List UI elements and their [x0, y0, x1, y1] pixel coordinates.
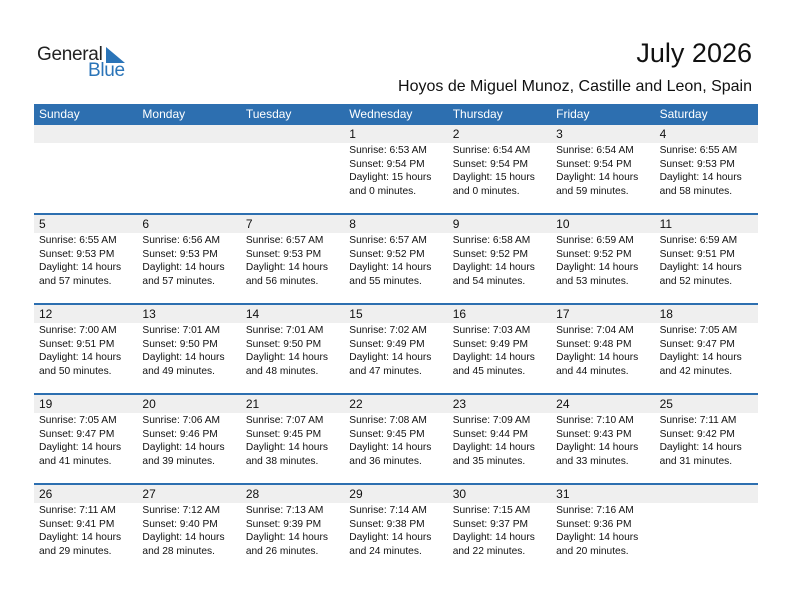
day-number: 13 — [142, 307, 156, 321]
day-cell — [34, 143, 137, 198]
day-cell — [137, 143, 240, 198]
info-row — [34, 143, 758, 198]
minutes-text: and 24 minutes. — [349, 545, 422, 557]
day-number: 11 — [659, 217, 673, 231]
location-subtitle: Hoyos de Miguel Munoz, Castille and Leon, Spain — [398, 78, 752, 95]
minutes-text: and 58 minutes. — [659, 185, 733, 197]
sunset-text: Sunset: 9:53 PM — [142, 248, 218, 260]
daylight-text: Daylight: 14 hours — [659, 442, 742, 454]
day-cell — [241, 413, 344, 468]
daylight-text: Daylight: 14 hours — [39, 532, 122, 544]
day-number: 25 — [659, 397, 673, 411]
minutes-text: and 33 minutes. — [556, 455, 629, 467]
day-number: 15 — [349, 307, 363, 321]
day-cell — [655, 143, 758, 198]
sunset-text: Sunset: 9:53 PM — [39, 248, 115, 260]
info-row — [34, 233, 758, 288]
day-cell — [34, 233, 137, 288]
day-cell — [344, 413, 447, 468]
sunrise-text: Sunrise: 7:04 AM — [556, 325, 634, 336]
day-cell — [344, 143, 447, 198]
sunset-text: Sunset: 9:49 PM — [452, 338, 529, 350]
day-number: 18 — [659, 307, 673, 321]
minutes-text: and 52 minutes. — [659, 275, 733, 287]
sunset-text: Sunset: 9:45 PM — [245, 428, 322, 440]
day-number: 6 — [142, 217, 150, 231]
sunrise-text: Sunrise: 7:15 AM — [452, 505, 531, 516]
day-cell — [551, 503, 654, 558]
sunrise-text: Sunrise: 7:14 AM — [349, 505, 427, 516]
daylight-text: Daylight: 14 hours — [556, 442, 639, 454]
daylight-text: Daylight: 14 hours — [142, 442, 225, 454]
sunset-text: Sunset: 9:52 PM — [349, 248, 425, 260]
day-cell — [241, 233, 344, 288]
sunrise-text: Sunrise: 7:07 AM — [245, 415, 324, 426]
daylight-text: Daylight: 14 hours — [142, 352, 225, 364]
sunrise-text: Sunrise: 7:08 AM — [349, 415, 427, 426]
minutes-text: and 54 minutes. — [452, 275, 526, 287]
daylight-text: Daylight: 14 hours — [452, 352, 535, 364]
sunrise-text: Sunrise: 7:16 AM — [556, 505, 634, 516]
logo — [37, 44, 137, 80]
date-row — [34, 215, 758, 233]
day-cell — [344, 503, 447, 558]
minutes-text: and 38 minutes. — [245, 455, 319, 467]
minutes-text: and 26 minutes. — [245, 545, 319, 557]
sunrise-text: Sunrise: 7:11 AM — [659, 415, 737, 426]
day-number: 14 — [245, 307, 260, 321]
day-cell — [448, 143, 551, 198]
day-number: 30 — [452, 487, 467, 501]
day-number: 3 — [556, 127, 563, 141]
daylight-text: Daylight: 14 hours — [556, 172, 639, 184]
minutes-text: and 31 minutes. — [659, 455, 733, 467]
sunrise-text: Sunrise: 7:10 AM — [556, 415, 634, 426]
day-cell — [137, 413, 240, 468]
sunrise-text: Sunrise: 7:05 AM — [39, 415, 117, 426]
weekday-sunday: Sunday — [39, 107, 80, 121]
day-cell — [448, 323, 551, 378]
sunrise-text: Sunrise: 6:55 AM — [39, 235, 117, 246]
weekday-friday: Friday — [556, 107, 590, 121]
sunrise-text: Sunrise: 7:00 AM — [39, 325, 117, 336]
minutes-text: and 57 minutes. — [142, 275, 215, 287]
day-cell — [34, 503, 137, 558]
sunset-text: Sunset: 9:46 PM — [142, 428, 218, 440]
sunset-text: Sunset: 9:49 PM — [349, 338, 425, 350]
minutes-text: and 45 minutes. — [452, 365, 526, 377]
sunrise-text: Sunrise: 6:56 AM — [142, 235, 221, 246]
daylight-text: Daylight: 14 hours — [452, 532, 535, 544]
sunset-text: Sunset: 9:53 PM — [245, 248, 322, 260]
minutes-text: and 56 minutes. — [245, 275, 319, 287]
daylight-text: Daylight: 14 hours — [349, 442, 432, 454]
daylight-text: Daylight: 15 hours — [452, 172, 535, 184]
sunset-text: Sunset: 9:37 PM — [452, 518, 529, 530]
weekday-saturday: Saturday — [659, 107, 708, 121]
date-row — [34, 125, 758, 143]
sunset-text: Sunset: 9:52 PM — [452, 248, 529, 260]
day-number: 31 — [556, 487, 570, 501]
day-number: 22 — [349, 397, 363, 411]
info-row — [34, 323, 758, 378]
minutes-text: and 53 minutes. — [556, 275, 629, 287]
minutes-text: and 41 minutes. — [39, 455, 112, 467]
sunrise-text: Sunrise: 6:54 AM — [452, 145, 531, 156]
minutes-text: and 28 minutes. — [142, 545, 215, 557]
day-cell — [34, 413, 137, 468]
sunset-text: Sunset: 9:50 PM — [245, 338, 322, 350]
sunrise-text: Sunrise: 7:09 AM — [452, 415, 531, 426]
day-number: 26 — [39, 487, 53, 501]
day-number: 9 — [452, 217, 460, 231]
minutes-text: and 42 minutes. — [659, 365, 733, 377]
day-cell — [551, 323, 654, 378]
daylight-text: Daylight: 14 hours — [39, 442, 122, 454]
minutes-text: and 39 minutes. — [142, 455, 215, 467]
daylight-text: Daylight: 14 hours — [556, 262, 639, 274]
sunset-text: Sunset: 9:50 PM — [142, 338, 218, 350]
daylight-text: Daylight: 14 hours — [659, 262, 742, 274]
day-number: 28 — [245, 487, 260, 501]
day-number: 27 — [142, 487, 156, 501]
minutes-text: and 22 minutes. — [452, 545, 526, 557]
daylight-text: Daylight: 14 hours — [245, 532, 328, 544]
day-cell — [551, 413, 654, 468]
sunset-text: Sunset: 9:47 PM — [39, 428, 115, 440]
sunset-text: Sunset: 9:39 PM — [245, 518, 322, 530]
day-number: 16 — [452, 307, 467, 321]
daylight-text: Daylight: 14 hours — [659, 352, 742, 364]
sunrise-text: Sunrise: 7:03 AM — [452, 325, 531, 336]
minutes-text: and 47 minutes. — [349, 365, 422, 377]
minutes-text: and 0 minutes. — [452, 185, 520, 197]
minutes-text: and 48 minutes. — [245, 365, 319, 377]
week-row — [34, 483, 758, 573]
minutes-text: and 44 minutes. — [556, 365, 629, 377]
minutes-text: and 36 minutes. — [349, 455, 422, 467]
sunrise-text: Sunrise: 6:57 AM — [349, 235, 427, 246]
page-title: July 2026 — [636, 38, 752, 68]
daylight-text: Daylight: 14 hours — [245, 352, 328, 364]
day-number: 23 — [452, 397, 467, 411]
daylight-text: Daylight: 14 hours — [39, 262, 122, 274]
sunset-text: Sunset: 9:51 PM — [39, 338, 115, 350]
sunrise-text: Sunrise: 7:02 AM — [349, 325, 427, 336]
minutes-text: and 50 minutes. — [39, 365, 112, 377]
sunset-text: Sunset: 9:41 PM — [39, 518, 115, 530]
daylight-text: Daylight: 15 hours — [349, 172, 432, 184]
sunset-text: Sunset: 9:43 PM — [556, 428, 632, 440]
sunrise-text: Sunrise: 6:54 AM — [556, 145, 634, 156]
day-cell — [448, 233, 551, 288]
weekday-tuesday: Tuesday — [245, 107, 292, 121]
info-row — [34, 503, 758, 558]
daylight-text: Daylight: 14 hours — [142, 532, 225, 544]
day-number: 5 — [39, 217, 46, 231]
date-row — [34, 305, 758, 323]
minutes-text: and 0 minutes. — [349, 185, 417, 197]
day-cell — [655, 503, 758, 558]
minutes-text: and 35 minutes. — [452, 455, 526, 467]
daylight-text: Daylight: 14 hours — [349, 262, 432, 274]
sunset-text: Sunset: 9:48 PM — [556, 338, 632, 350]
weekday-monday: Monday — [142, 107, 186, 121]
sunrise-text: Sunrise: 6:58 AM — [452, 235, 531, 246]
day-cell — [655, 233, 758, 288]
sunrise-text: Sunrise: 7:06 AM — [142, 415, 221, 426]
sunrise-text: Sunrise: 6:59 AM — [659, 235, 738, 246]
week-row — [34, 125, 758, 213]
day-cell — [241, 503, 344, 558]
day-number: 29 — [349, 487, 363, 501]
day-number: 10 — [556, 217, 570, 231]
day-cell — [137, 233, 240, 288]
daylight-text: Daylight: 14 hours — [349, 352, 432, 364]
sunset-text: Sunset: 9:51 PM — [659, 248, 735, 260]
daylight-text: Daylight: 14 hours — [556, 532, 639, 544]
minutes-text: and 20 minutes. — [556, 545, 629, 557]
minutes-text: and 49 minutes. — [142, 365, 215, 377]
logo-word-blue: Blue — [88, 60, 125, 81]
daylight-text: Daylight: 14 hours — [556, 352, 639, 364]
date-row — [34, 395, 758, 413]
sunset-text: Sunset: 9:54 PM — [556, 158, 632, 170]
sunrise-text: Sunrise: 7:01 AM — [245, 325, 324, 336]
calendar-grid — [34, 104, 758, 573]
day-cell — [655, 323, 758, 378]
day-number: 4 — [659, 127, 667, 141]
day-cell — [655, 413, 758, 468]
sunrise-text: Sunrise: 7:01 AM — [142, 325, 221, 336]
minutes-text: and 59 minutes. — [556, 185, 629, 197]
sunset-text: Sunset: 9:36 PM — [556, 518, 632, 530]
day-number: 20 — [142, 397, 156, 411]
minutes-text: and 57 minutes. — [39, 275, 112, 287]
sunset-text: Sunset: 9:45 PM — [349, 428, 425, 440]
daylight-text: Daylight: 14 hours — [349, 532, 432, 544]
day-number: 21 — [245, 397, 260, 411]
week-row — [34, 393, 758, 483]
day-cell — [344, 323, 447, 378]
sunset-text: Sunset: 9:38 PM — [349, 518, 425, 530]
weekday-wednesday: Wednesday — [349, 107, 413, 121]
date-row — [34, 485, 758, 503]
daylight-text: Daylight: 14 hours — [142, 262, 225, 274]
weeks-container — [34, 125, 758, 573]
day-cell — [137, 503, 240, 558]
sunrise-text: Sunrise: 6:55 AM — [659, 145, 738, 156]
info-row — [34, 413, 758, 468]
day-cell — [137, 323, 240, 378]
day-number: 12 — [39, 307, 53, 321]
day-cell — [241, 323, 344, 378]
sunset-text: Sunset: 9:44 PM — [452, 428, 529, 440]
day-cell — [241, 143, 344, 198]
day-number — [241, 125, 344, 143]
day-number: 7 — [245, 217, 253, 231]
sunrise-text: Sunrise: 6:59 AM — [556, 235, 634, 246]
daylight-text: Daylight: 14 hours — [245, 442, 328, 454]
minutes-text: and 29 minutes. — [39, 545, 112, 557]
sunset-text: Sunset: 9:42 PM — [659, 428, 735, 440]
logo-word-general: General — [37, 44, 103, 65]
day-cell — [551, 143, 654, 198]
sunrise-text: Sunrise: 7:13 AM — [245, 505, 324, 516]
day-number: 24 — [556, 397, 570, 411]
day-number — [137, 125, 240, 143]
day-number: 19 — [39, 397, 53, 411]
sunset-text: Sunset: 9:54 PM — [349, 158, 425, 170]
daylight-text: Daylight: 14 hours — [452, 262, 535, 274]
sunrise-text: Sunrise: 6:57 AM — [245, 235, 324, 246]
sunset-text: Sunset: 9:53 PM — [659, 158, 735, 170]
day-number — [655, 485, 758, 503]
day-number: 1 — [349, 127, 356, 141]
sunrise-text: Sunrise: 7:12 AM — [142, 505, 221, 516]
week-row — [34, 213, 758, 303]
daylight-text: Daylight: 14 hours — [245, 262, 328, 274]
sunset-text: Sunset: 9:54 PM — [452, 158, 529, 170]
sunrise-text: Sunrise: 7:11 AM — [39, 505, 116, 516]
day-cell — [34, 323, 137, 378]
sunrise-text: Sunrise: 7:05 AM — [659, 325, 738, 336]
day-cell — [448, 503, 551, 558]
day-cell — [344, 233, 447, 288]
day-number — [34, 125, 137, 143]
weekday-header — [34, 104, 758, 125]
sunrise-text: Sunrise: 6:53 AM — [349, 145, 427, 156]
day-number: 17 — [556, 307, 570, 321]
minutes-text: and 55 minutes. — [349, 275, 422, 287]
weekday-thursday: Thursday — [452, 107, 503, 121]
week-row — [34, 303, 758, 393]
day-cell — [551, 233, 654, 288]
daylight-text: Daylight: 14 hours — [452, 442, 535, 454]
sunset-text: Sunset: 9:40 PM — [142, 518, 218, 530]
daylight-text: Daylight: 14 hours — [659, 172, 742, 184]
day-number: 8 — [349, 217, 356, 231]
daylight-text: Daylight: 14 hours — [39, 352, 122, 364]
day-number: 2 — [452, 127, 460, 141]
sunset-text: Sunset: 9:47 PM — [659, 338, 735, 350]
sunset-text: Sunset: 9:52 PM — [556, 248, 632, 260]
day-cell — [448, 413, 551, 468]
